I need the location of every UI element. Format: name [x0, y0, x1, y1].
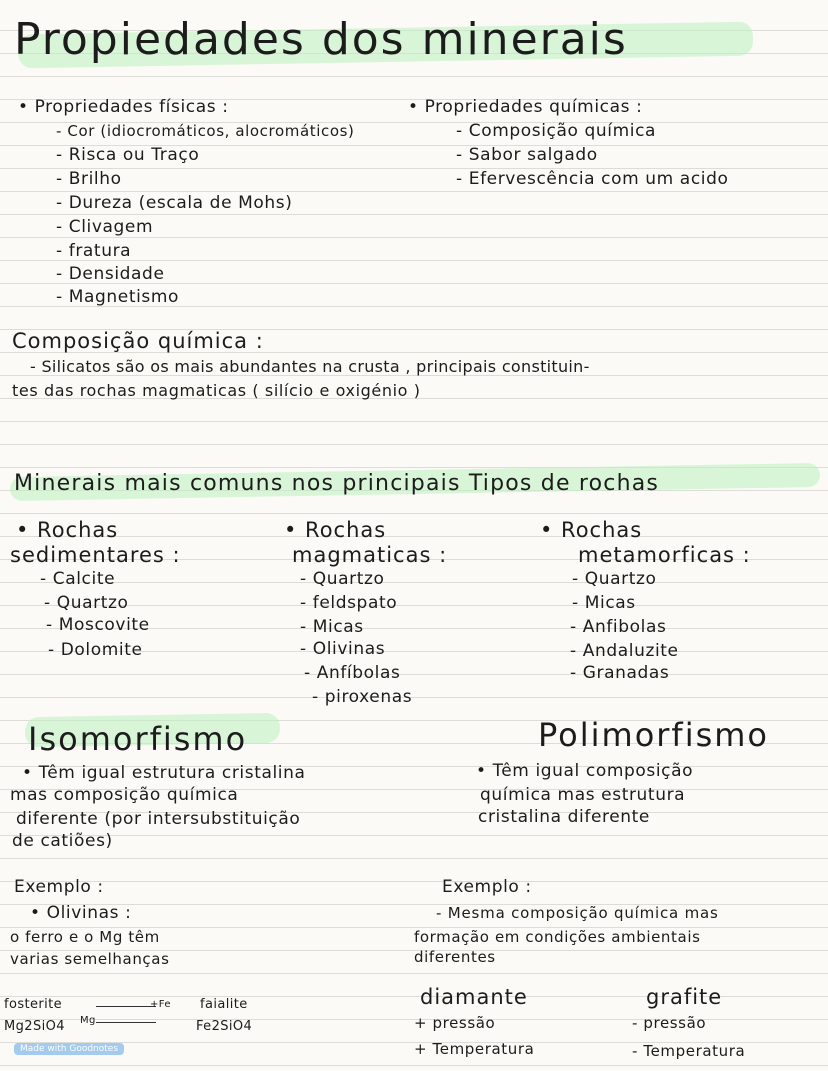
exchange-top-label: +Fe	[150, 999, 171, 1010]
fisicas-item: - Clivagem	[56, 217, 154, 237]
sedimentares-label: • Rochas	[16, 518, 119, 542]
magmaticas-item: - piroxenas	[312, 687, 413, 707]
magmaticas-item: - Anfíbolas	[304, 663, 401, 683]
isomorfismo-exemplo-line: varias semelhanças	[10, 950, 170, 968]
polimorfismo-line: química mas estrutura	[480, 785, 686, 805]
isomorfismo-line: mas composição química	[10, 785, 239, 805]
composicao-line: - Silicatos são os mais abundantes na crusta , principais constituin-	[30, 357, 590, 376]
fisicas-item: - Dureza (escala de Mohs)	[56, 193, 293, 213]
composicao-line: tes das rochas magmaticas ( silício e oxigénio )	[12, 381, 421, 400]
diamante-line: + Temperatura	[414, 1040, 535, 1058]
polimorfismo-exemplo-line: diferentes	[414, 948, 496, 966]
diamante-label: diamante	[420, 985, 528, 1009]
exchange-arrow-top	[96, 1006, 156, 1007]
metamorficas-item: - Anfibolas	[570, 617, 667, 637]
quimicas-item: - Efervescência com um acido	[456, 169, 729, 189]
quimicas-heading: • Propriedades químicas :	[408, 97, 643, 117]
exchange-arrow-bottom	[96, 1022, 156, 1023]
grafite-label: grafite	[646, 985, 723, 1009]
fisicas-item: - Cor (idiocromáticos, alocromáticos)	[56, 122, 355, 140]
magmaticas-label: magmaticas :	[292, 543, 448, 567]
magmaticas-item: - Olivinas	[300, 639, 386, 659]
faialite-formula: Fe2SiO4	[196, 1019, 253, 1034]
polimorfismo-exemplo-line: - Mesma composição química mas	[436, 904, 719, 922]
fisicas-item: - Densidade	[56, 264, 165, 284]
polimorfismo-line: • Têm igual composição	[476, 761, 694, 781]
isomorfismo-line: diferente (por intersubstituição	[16, 809, 301, 829]
metamorficas-item: - Granadas	[570, 663, 670, 683]
polimorfismo-exemplo-heading: Exemplo :	[442, 877, 532, 897]
isomorfismo-exemplo-line: o ferro e o Mg têm	[10, 928, 160, 946]
isomorfismo-exemplo-heading: Exemplo :	[14, 877, 104, 897]
isomorfismo-line: de catiões)	[12, 831, 113, 851]
sedimentares-item: - Quartzo	[44, 593, 129, 613]
isomorfismo-heading: Isomorfismo	[28, 720, 248, 758]
polimorfismo-heading: Polimorfismo	[538, 716, 769, 754]
isomorfismo-line: • Têm igual estrutura cristalina	[22, 763, 306, 783]
composicao-heading: Composição química :	[12, 329, 264, 353]
sedimentares-item: - Moscovite	[46, 615, 150, 635]
fosterite-formula: Mg2SiO4	[4, 1019, 65, 1034]
isomorfismo-exemplo-line: • Olivinas :	[30, 903, 132, 923]
metamorficas-label: metamorficas :	[578, 543, 751, 567]
diamante-line: + pressão	[414, 1014, 496, 1032]
goodnotes-watermark: Made with Goodnotes	[14, 1043, 124, 1055]
fisicas-item: - Brilho	[56, 169, 122, 189]
metamorficas-item: - Micas	[572, 593, 636, 613]
magmaticas-item: - Quartzo	[300, 569, 385, 589]
fisicas-item: - Risca ou Traço	[56, 145, 200, 165]
fisicas-item: - Magnetismo	[56, 287, 180, 307]
polimorfismo-line: cristalina diferente	[478, 807, 650, 827]
magmaticas-item: - feldspato	[300, 593, 398, 613]
fisicas-heading: • Propriedades físicas :	[18, 97, 229, 117]
faialite-label: faialite	[200, 997, 248, 1012]
fisicas-item: - fratura	[56, 241, 132, 261]
exchange-bottom-label: Mg	[80, 1015, 96, 1026]
minerais-comuns-heading: Minerais mais comuns nos principais Tipos de rochas	[14, 471, 660, 496]
metamorficas-label: • Rochas	[540, 518, 643, 542]
grafite-line: - Temperatura	[632, 1042, 746, 1060]
magmaticas-item: - Micas	[300, 617, 364, 637]
fosterite-label: fosterite	[4, 997, 63, 1012]
sedimentares-label: sedimentares :	[10, 543, 181, 567]
sedimentares-item: - Calcite	[40, 569, 116, 589]
magmaticas-label: • Rochas	[284, 518, 387, 542]
page-title: Propiedades dos minerais	[14, 14, 628, 65]
grafite-line: - pressão	[632, 1014, 707, 1032]
metamorficas-item: - Quartzo	[572, 569, 657, 589]
sedimentares-item: - Dolomite	[48, 640, 143, 660]
quimicas-item: - Sabor salgado	[456, 145, 598, 165]
polimorfismo-exemplo-line: formação em condições ambientais	[414, 928, 701, 946]
metamorficas-item: - Andaluzite	[570, 641, 679, 661]
quimicas-item: - Composição química	[456, 121, 657, 141]
